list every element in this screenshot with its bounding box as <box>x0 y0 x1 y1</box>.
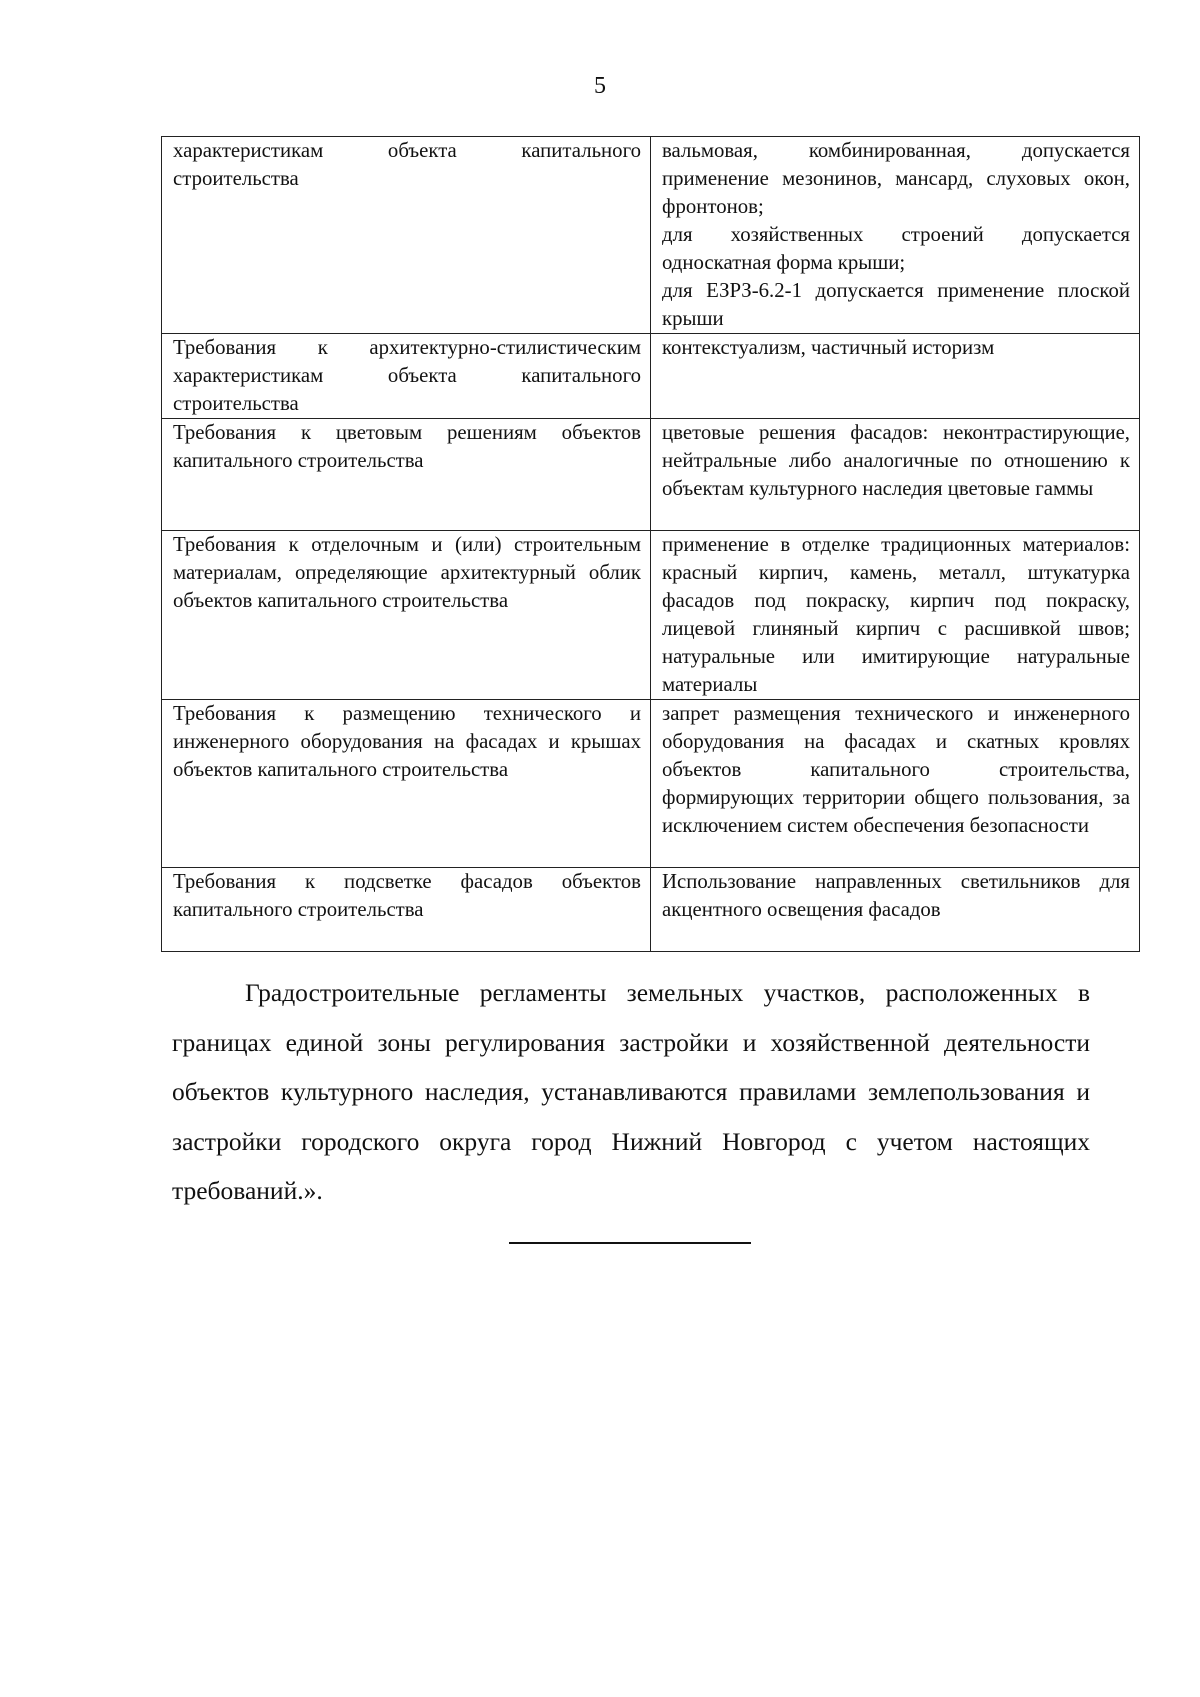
requirement-name: характеристикам объекта капитального строительства <box>173 139 641 190</box>
requirement-name-cell <box>162 137 651 334</box>
table-row <box>162 419 1140 531</box>
requirement-value-cell <box>651 531 1140 700</box>
requirement-value-line: цветовые решения фасадов: неконтрастирующие, нейтральные либо аналогичные по отношению к объектам культурного наследия цветовые гаммы <box>662 421 1130 500</box>
requirement-name: Требования к цветовым решениям объектов капитального строительства <box>173 421 641 472</box>
table-row <box>162 531 1140 700</box>
requirement-name-cell <box>162 419 651 531</box>
requirements-table <box>161 136 1140 952</box>
requirement-value-cell <box>651 700 1140 868</box>
requirement-name: Требования к размещению технического и инженерного оборудования на фасадах и крышах объектов капитального строительства <box>173 702 641 781</box>
requirement-name: Требования к подсветке фасадов объектов капитального строительства <box>173 870 641 921</box>
requirement-name: Требования к архитектурно-стилистическим характеристикам объекта капитального строительства <box>173 336 641 415</box>
requirement-name-cell <box>162 700 651 868</box>
requirement-value-line: запрет размещения технического и инженерного оборудования на фасадах и скатных кровлях объектов капитального строительства, формирующих территории общего пользования, за исключением систем обеспечения безопасности <box>662 702 1130 837</box>
requirement-name-cell <box>162 531 651 700</box>
requirement-value-line: применение в отделке традиционных материалов: красный кирпич, камень, металл, штукатурка фасадов под покраску, кирпич под покраску, лицевой глиняный кирпич с расшивкой швов; натуральные или имитирующие натуральные материалы <box>662 533 1130 696</box>
requirement-value-cell <box>651 334 1140 419</box>
table-row <box>162 137 1140 334</box>
closing-paragraph: Градостроительные регламенты земельных участков, расположенных в границах единой зоны регулирования застройки и хозяйственной деятельности объектов культурного наследия, устанавливаются правилами землепользования и застройки городского округа город Нижний Новгород с учетом настоящих требований.». <box>172 978 1090 1205</box>
requirement-value-cell <box>651 868 1140 952</box>
requirement-value-cell <box>651 419 1140 531</box>
requirement-value-line: Использование направленных светильников для акцентного освещения фасадов <box>662 870 1130 921</box>
requirement-value-line: вальмовая, комбинированная, допускается применение мезонинов, мансард, слуховых окон, фронтонов; <box>662 139 1130 218</box>
table-row <box>162 334 1140 419</box>
page-number: 5 <box>594 73 606 99</box>
requirement-value-line: для хозяйственных строений допускается односкатная форма крыши; <box>662 223 1130 274</box>
end-of-document-rule <box>509 1242 751 1244</box>
requirement-value-line: для ЕЗРЗ-6.2-1 допускается применение плоской крыши <box>662 279 1130 330</box>
table-row <box>162 700 1140 868</box>
requirement-value-cell <box>651 137 1140 334</box>
requirement-name-cell <box>162 868 651 952</box>
requirement-value-line: контекстуализм, частичный историзм <box>662 336 995 359</box>
requirement-name: Требования к отделочным и (или) строительным материалам, определяющие архитектурный облик объектов капитального строительства <box>173 533 641 612</box>
table-row <box>162 868 1140 952</box>
requirement-name-cell <box>162 334 651 419</box>
